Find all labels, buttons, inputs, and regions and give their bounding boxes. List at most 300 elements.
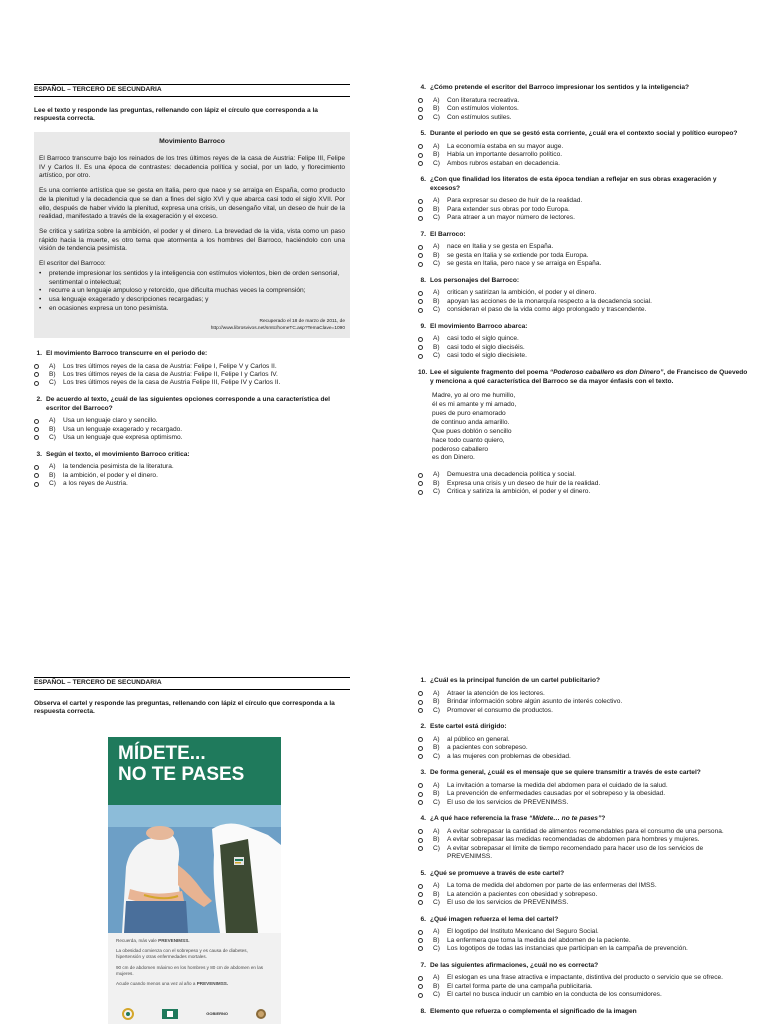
option-text: La prevención de enfermedades causadas por el sobrepeso y la obesidad. (447, 790, 666, 798)
answer-option (34, 463, 350, 471)
option-text: casi todo el siglo diecisiete. (447, 352, 527, 360)
question-number: 8. (420, 1007, 426, 1015)
answer-radio[interactable] (418, 938, 423, 943)
question-3 (34, 451, 350, 489)
poster-brand: PREVENIMSS. (158, 938, 190, 943)
question-text-part: ¿A qué hace referencia la frase (430, 815, 530, 823)
option-letter: B) (433, 982, 440, 990)
option-text: A evitar sobrepasar las medidas recomendadas de abdomen para hombres y mujeres. (447, 836, 700, 844)
option-text: Brindar información sobre algún asunto de interés colectivo. (447, 698, 623, 706)
answer-radio[interactable] (34, 465, 39, 470)
option-text: Los tres últimos reyes de la casa de Austria Felipe III, Felipe IV y Carlos II. (63, 379, 281, 387)
question-number: 9. (420, 322, 426, 330)
question-number: 3. (420, 769, 426, 777)
question-4 (418, 84, 748, 122)
answer-option (418, 782, 748, 790)
answer-radio[interactable] (34, 473, 39, 478)
poster-banner (108, 737, 281, 805)
answer-radio[interactable] (418, 900, 423, 905)
reading-paragraph: El escritor del Barroco: (39, 260, 106, 268)
answer-radio[interactable] (418, 345, 423, 350)
question-text-body: ¿Qué imagen refuerza el lema del cartel? (430, 915, 559, 923)
answer-radio[interactable] (418, 708, 423, 713)
option-letter: B) (433, 744, 440, 752)
question-text (418, 1008, 748, 1017)
question-number: 6. (420, 915, 426, 923)
answer-radio[interactable] (34, 372, 39, 377)
option-text: Con estímulos sutiles. (447, 113, 512, 121)
poem-title: “Poderoso caballero es don Dinero” (549, 368, 664, 376)
answer-radio[interactable] (418, 892, 423, 897)
answer-radio[interactable] (418, 930, 423, 935)
answer-option (418, 488, 748, 496)
answer-option (418, 97, 748, 105)
question-text-body (430, 815, 605, 824)
question-text-body: El Barroco: (430, 230, 466, 238)
option-letter: A) (433, 827, 440, 835)
question-text-body: ¿Con que finalidad los literatos de esta época tendían a reflejar en sus obras exageración y excesos? (430, 176, 717, 192)
option-letter: A) (433, 781, 440, 789)
option-text: Había un importante desarrollo político. (447, 151, 563, 159)
poster-question-7 (418, 962, 748, 1000)
answer-radio[interactable] (418, 115, 423, 120)
citation-line: Recuperado el 18 de marzo de 2011, de (259, 319, 345, 325)
reading-bullets (39, 270, 345, 314)
answer-radio[interactable] (34, 381, 39, 386)
answer-radio[interactable] (34, 364, 39, 369)
question-number: 4. (420, 815, 426, 823)
answer-radio[interactable] (418, 792, 423, 797)
poster-text (108, 933, 281, 996)
answer-option (34, 379, 350, 387)
answer-option (418, 690, 748, 698)
answer-option (418, 891, 748, 899)
option-letter: B) (433, 205, 440, 213)
question-text-body: De forma general, ¿cuál es el mensaje que se quiere transmitir a través de este cartel? (430, 769, 701, 777)
option-text: Para expresar su deseo de huir de la realidad. (447, 197, 583, 205)
option-letter: A) (433, 96, 440, 104)
answer-option (418, 698, 748, 706)
page1-instruction: Lee el texto y responde las preguntas, rellenando con lápiz el círculo que corresponda a la respuesta correcta. (34, 106, 318, 123)
option-text: nace en Italia y se gesta en España. (447, 243, 554, 251)
question-text (418, 769, 748, 778)
option-letter: B) (49, 370, 56, 378)
question-text-body: ¿Qué se promueve a través de este cartel? (430, 869, 565, 877)
answer-option (418, 298, 748, 306)
option-letter: A) (433, 197, 440, 205)
question-text (418, 677, 748, 686)
answer-radio[interactable] (418, 481, 423, 486)
answer-radio[interactable] (418, 199, 423, 204)
option-text: Atraer la atención de los lectores. (447, 689, 545, 697)
option-letter: C) (433, 991, 440, 999)
answer-option (418, 882, 748, 890)
option-text: Los logotipos de todas las instancias que participan en la campaña de prevención. (447, 945, 688, 953)
question-text (418, 231, 748, 240)
answer-radio[interactable] (418, 291, 423, 296)
option-text: La toma de medida del abdomen por parte de las enfermeras del IMSS. (447, 882, 657, 890)
option-text: Demuestra una decadencia política y social. (447, 471, 577, 479)
option-letter: C) (433, 899, 440, 907)
answer-option (418, 983, 748, 991)
answer-radio[interactable] (418, 253, 423, 258)
option-letter: B) (433, 698, 440, 706)
question-10 (418, 369, 748, 497)
citation-url: http://www.librosvivos.net/smtc/homeTC.asp?TemaClave=1090 (210, 325, 345, 331)
page1-right-column (418, 84, 748, 505)
option-text: critican y satirizan la ambición, el poder y el dinero. (447, 289, 597, 297)
answer-radio[interactable] (418, 846, 423, 851)
reading-bullet: • recurre a un lenguaje ampuloso y retorcido, que dificulta muchas veces la comprensión; (39, 287, 345, 296)
nurse-measuring-abdomen-illustration (108, 805, 281, 933)
poster-line-text: Acude cuando menos una vez al año a (116, 980, 197, 986)
option-letter: B) (433, 251, 440, 259)
option-letter: B) (49, 471, 56, 479)
option-letter: B) (433, 790, 440, 798)
option-letter: B) (433, 105, 440, 113)
gobierno-logo-label: GOBIERNO (206, 1011, 229, 1017)
answer-radio[interactable] (418, 262, 423, 267)
option-text: El uso de los servicios de PREVENIMSS. (447, 798, 569, 806)
answer-option (418, 206, 748, 214)
option-text: A evitar sobrepasar la cantidad de alimentos recomendables para el consumo de una persona. (447, 827, 724, 835)
option-letter: C) (433, 945, 440, 953)
reading-citation (39, 319, 345, 331)
question-text (418, 815, 748, 824)
page2-header: ESPAÑOL – TERCERO DE SECUNDARIA (34, 677, 350, 690)
answer-radio[interactable] (34, 482, 39, 487)
question-text-body: Según el texto, el movimiento Barroco critica: (46, 450, 190, 458)
answer-radio[interactable] (418, 473, 423, 478)
option-letter: B) (433, 479, 440, 487)
option-text: se gesta en Italia y se extiende por toda Europa. (447, 251, 589, 259)
answer-radio[interactable] (418, 783, 423, 788)
question-text-body: Los personajes del Barroco: (430, 276, 520, 284)
option-text: La enfermera que toma la medida del abdomen de la paciente. (447, 936, 631, 944)
question-text-part: ? (601, 815, 606, 823)
option-letter: B) (433, 343, 440, 351)
poem-line: él es mi amante y mi amado, (432, 401, 517, 409)
q10-options (418, 471, 748, 496)
question-5 (418, 130, 748, 168)
answer-option (34, 472, 350, 480)
option-text: la ambición, el poder y el dinero. (63, 471, 158, 479)
question-number: 5. (420, 130, 426, 138)
poem-line: Que pues doblón o sencillo (432, 427, 512, 435)
answer-option (34, 363, 350, 371)
option-letter: C) (433, 488, 440, 496)
answer-radio[interactable] (418, 153, 423, 158)
page2-left-column (34, 677, 350, 725)
option-letter: B) (433, 297, 440, 305)
answer-radio[interactable] (418, 993, 423, 998)
option-letter: C) (433, 844, 440, 852)
poster-question-2 (418, 723, 748, 761)
poem-line: es don Dinero. (432, 454, 475, 462)
option-letter: C) (433, 159, 440, 167)
question-text-body: El movimiento Barroco abarca: (430, 322, 528, 330)
option-text: Los tres últimos reyes de la casa de Austria: Felipe II, Felipe I y Carlos IV. (63, 370, 278, 378)
answer-radio[interactable] (34, 427, 39, 432)
answer-option (418, 151, 748, 159)
poster-question-4 (418, 815, 748, 861)
question-text (34, 451, 350, 460)
question-text (418, 369, 748, 386)
poem-line: hace todo cuanto quiero, (432, 436, 505, 444)
answer-option (34, 480, 350, 488)
answer-radio[interactable] (418, 216, 423, 221)
answer-option (418, 799, 748, 807)
question-8 (418, 277, 748, 315)
answer-radio[interactable] (418, 984, 423, 989)
option-letter: C) (433, 752, 440, 760)
question-number: 1. (420, 677, 426, 684)
answer-option (418, 899, 748, 907)
answer-radio[interactable] (418, 144, 423, 149)
poster-line (116, 938, 273, 944)
option-text: La invitación a tomarse la medida del abdomen para el cuidado de la salud. (447, 781, 668, 789)
option-text: apoyan las acciones de la monarquía respecto a la decadencia social. (447, 297, 652, 305)
question-text (418, 323, 748, 332)
answer-radio[interactable] (34, 435, 39, 440)
answer-radio[interactable] (418, 299, 423, 304)
option-text: Los tres últimos reyes de la casa de Austria: Felipe I, Felipe V y Carlos II. (63, 362, 277, 370)
option-letter: A) (433, 735, 440, 743)
question-9 (418, 323, 748, 361)
answer-radio[interactable] (418, 800, 423, 805)
poster-question-5 (418, 870, 748, 908)
answer-radio[interactable] (418, 308, 423, 313)
question-number: 6. (420, 176, 426, 184)
option-text: a los reyes de Austria. (63, 480, 128, 488)
answer-option (418, 744, 748, 752)
option-letter: C) (433, 352, 440, 360)
reading-paragraph: Es una corriente artística que se gesta en Italia, pero que nace y se arraiga en España, como producto de la plenitud y la decadencia que se dan a fines del siglo XVI y que abarca casi todo el siglo XVII. Por ello, después de haber vivido la plenitud, expresa una crisis, un desengaño vital, un deseo de huir de la realidad, manifestado a través de la exageración y el exceso. (39, 187, 345, 221)
answer-option (418, 836, 748, 844)
answer-option (418, 243, 748, 251)
option-text: la tendencia pesimista de la literatura. (63, 463, 174, 471)
option-letter: C) (433, 113, 440, 121)
answer-option (418, 214, 748, 222)
answer-option (418, 991, 748, 999)
option-letter: C) (49, 434, 56, 442)
question-text (418, 962, 748, 971)
poem-line: pues de puro enamorado (432, 409, 506, 417)
question-number: 7. (420, 961, 426, 969)
poem-line: de continuo anda amarillo. (432, 418, 510, 426)
answer-option (418, 480, 748, 488)
answer-option (418, 143, 748, 151)
option-letter: A) (49, 463, 56, 471)
answer-radio[interactable] (418, 700, 423, 705)
option-text: Critica y satiriza la ambición, el poder y el dinero. (447, 488, 591, 496)
answer-radio[interactable] (418, 161, 423, 166)
question-text (418, 176, 748, 193)
option-letter: B) (49, 425, 56, 433)
answer-radio[interactable] (418, 691, 423, 696)
option-letter: C) (433, 798, 440, 806)
answer-option (418, 105, 748, 113)
option-letter: B) (433, 836, 440, 844)
poem-line: Madre, yo al oro me humillo, (432, 392, 516, 400)
reading-bullet: • en ocasiones expresa un tono pesimista. (39, 305, 345, 314)
reading-title: Movimiento Barroco (159, 138, 225, 146)
option-letter: B) (433, 936, 440, 944)
question-6 (418, 176, 748, 223)
reading-bullet: • usa lenguaje exagerado y descripciones recargadas; y (39, 296, 345, 305)
question-text (34, 396, 350, 413)
reading-paragraph: Se critica y satiriza sobre la ambición, el poder y el dinero. La brevedad de la vida, vista como un paso rápido hacia la muerte, es otro tema que atormenta a los hombres del Barroco, haciéndolo con una visión de tendencia pesimista. (39, 228, 345, 253)
answer-option (418, 753, 748, 761)
answer-radio[interactable] (418, 207, 423, 212)
question-number: 4. (420, 84, 426, 91)
answer-option (418, 160, 748, 168)
answer-radio[interactable] (418, 829, 423, 834)
answer-radio[interactable] (418, 354, 423, 359)
option-text: La atención a pacientes con obesidad y sobrepeso. (447, 890, 598, 898)
answer-radio[interactable] (34, 419, 39, 424)
option-text: La economía estaba en su mayor auge. (447, 142, 564, 150)
poster-question-1 (418, 677, 748, 715)
q10-text-a: Lee el siguiente fragmento del poema (430, 368, 550, 376)
option-letter: A) (433, 882, 440, 890)
answer-option (418, 197, 748, 205)
question-1 (34, 350, 350, 388)
answer-option (418, 335, 748, 343)
option-text: A evitar sobrepasar el límite de tiempo recomendado para hacer uso de los servicios de PREVENIMSS. (447, 844, 704, 861)
reading-paragraph: El Barroco transcurre bajo los reinados de los tres últimos reyes de la casa de Austria: Felipe III, Felipe IV y Carlos II. Es una época de contrastes: decadencia política y social, por un lado, y florecimiento artístico, por otro. (39, 155, 345, 180)
answer-radio[interactable] (418, 746, 423, 751)
poster-photo (108, 805, 281, 933)
question-number: 10. (418, 368, 428, 376)
quoted-phrase: “Mídete… no te pases” (529, 815, 602, 823)
option-text: a las mujeres con problemas de obesidad. (447, 752, 571, 760)
option-letter: C) (433, 306, 440, 314)
answer-option (418, 736, 748, 744)
answer-option (418, 707, 748, 715)
option-text: Para atraer a un mayor número de lectores. (447, 214, 575, 222)
poster-brand: PREVENIMSS. (196, 980, 229, 986)
answer-option (418, 289, 748, 297)
option-text: Expresa una crisis y un deseo de huir de la realidad. (447, 479, 601, 487)
option-text: Promover el consumo de productos. (447, 706, 553, 714)
option-letter: A) (433, 335, 440, 343)
question-number: 8. (420, 276, 426, 284)
answer-radio[interactable] (418, 838, 423, 843)
option-text: Ambos rubros estaban en decadencia. (447, 159, 560, 167)
page1-header: ESPAÑOL – TERCERO DE SECUNDARIA (34, 84, 350, 97)
option-letter: C) (433, 260, 440, 268)
questions-left (34, 350, 350, 489)
answer-option (418, 845, 748, 862)
answer-option (418, 828, 748, 836)
poster-line: La obesidad comienza con el sobrepeso y es causa de diabetes, hipertensión y otras enfermedades mortales. (116, 948, 248, 960)
question-text-body: El movimiento Barroco transcurre en el periodo de: (46, 349, 208, 357)
page2-instruction: Observa el cartel y responde las preguntas, rellenando con lápiz el círculo que corresponda a la respuesta correcta. (34, 699, 335, 716)
reading-box (34, 132, 350, 338)
answer-option (418, 928, 748, 936)
question-text (418, 916, 748, 925)
answer-option (418, 945, 748, 953)
option-text: Usa un lenguaje que expresa optimismo. (63, 434, 183, 442)
q10-text-c: , de Francisco de Quevedo y menciona a qué característica del Barroco se da mayor énfasis con el texto. (430, 368, 748, 385)
answer-radio[interactable] (418, 490, 423, 495)
option-text: El logotipo del Instituto Mexicano del Seguro Social. (447, 928, 599, 936)
question-text-body (430, 369, 748, 386)
answer-option (418, 260, 748, 268)
question-7 (418, 231, 748, 269)
answer-radio[interactable] (418, 107, 423, 112)
question-text (418, 130, 748, 139)
answer-radio[interactable] (418, 337, 423, 342)
option-letter: C) (433, 706, 440, 714)
option-text: El cartel no busca inducir un cambio en la conducta de los consumidores. (447, 991, 662, 999)
poster-question-3 (418, 769, 748, 807)
answer-option (418, 252, 748, 260)
option-letter: A) (433, 142, 440, 150)
poster-line: 90 cm de abdomen máximo en los hombres y 80 cm de abdomen en las mujeres. (116, 964, 264, 976)
answer-radio[interactable] (418, 754, 423, 759)
question-number: 2. (36, 395, 42, 403)
question-number: 7. (420, 230, 426, 238)
answer-radio[interactable] (418, 245, 423, 250)
answer-option (34, 371, 350, 379)
question-text-body: De las siguientes afirmaciones, ¿cuál no es correcta? (430, 961, 599, 969)
question-text-body: De acuerdo al texto, ¿cuál de las siguientes opciones corresponde a una característica del escritor del Barroco? (46, 395, 330, 412)
answer-option (418, 790, 748, 798)
imss-logo-icon (161, 1008, 179, 1020)
option-letter: A) (49, 362, 56, 370)
answer-radio[interactable] (418, 884, 423, 889)
question-2 (34, 396, 350, 443)
question-number: 2. (420, 723, 426, 731)
option-letter: A) (433, 928, 440, 936)
option-text: casi todo el siglo dieciséis. (447, 343, 525, 351)
poster-line (116, 981, 273, 987)
option-letter: A) (433, 243, 440, 251)
option-text: Con literatura recreativa. (447, 96, 520, 104)
poem (432, 392, 748, 463)
answer-radio[interactable] (418, 946, 423, 951)
option-text: a pacientes con sobrepeso. (447, 744, 528, 752)
answer-option (418, 306, 748, 314)
page1-left-column (34, 84, 350, 497)
answer-option (418, 471, 748, 479)
question-text-body: ¿Cuál es la principal función de un cartel publicitario? (430, 677, 600, 684)
option-text: El uso de los servicios de PREVENIMSS. (447, 899, 569, 907)
page2-right-column (418, 677, 748, 1024)
answer-option (418, 937, 748, 945)
question-text-body: Este cartel está dirigido: (430, 723, 507, 731)
question-text (418, 870, 748, 879)
option-letter: A) (49, 417, 56, 425)
option-text: consideran el paso de la vida como algo prolongado y trascendente. (447, 306, 647, 314)
answer-option (418, 352, 748, 360)
question-number: 5. (420, 869, 426, 877)
question-text-body: Durante el periodo en que se gestó esta corriente, ¿cuál era el contexto social y político europeo? (430, 130, 738, 138)
option-letter: A) (433, 689, 440, 697)
answer-radio[interactable] (418, 976, 423, 981)
reading-bullet: • pretende impresionar los sentidos y la inteligencia con estímulos violentos, bien de orden sensorial, sentimental o intelectual; (39, 270, 345, 287)
answer-option (34, 417, 350, 425)
answer-radio[interactable] (418, 737, 423, 742)
option-letter: A) (433, 471, 440, 479)
option-text: Usa un lenguaje exagerado y recargado. (63, 425, 183, 433)
option-letter: C) (433, 214, 440, 222)
poster-question-6 (418, 916, 748, 954)
answer-radio[interactable] (418, 98, 423, 103)
option-text: El eslogan es una frase atractiva e impactante, distintiva del producto o servicio que se ofrece. (447, 974, 723, 982)
